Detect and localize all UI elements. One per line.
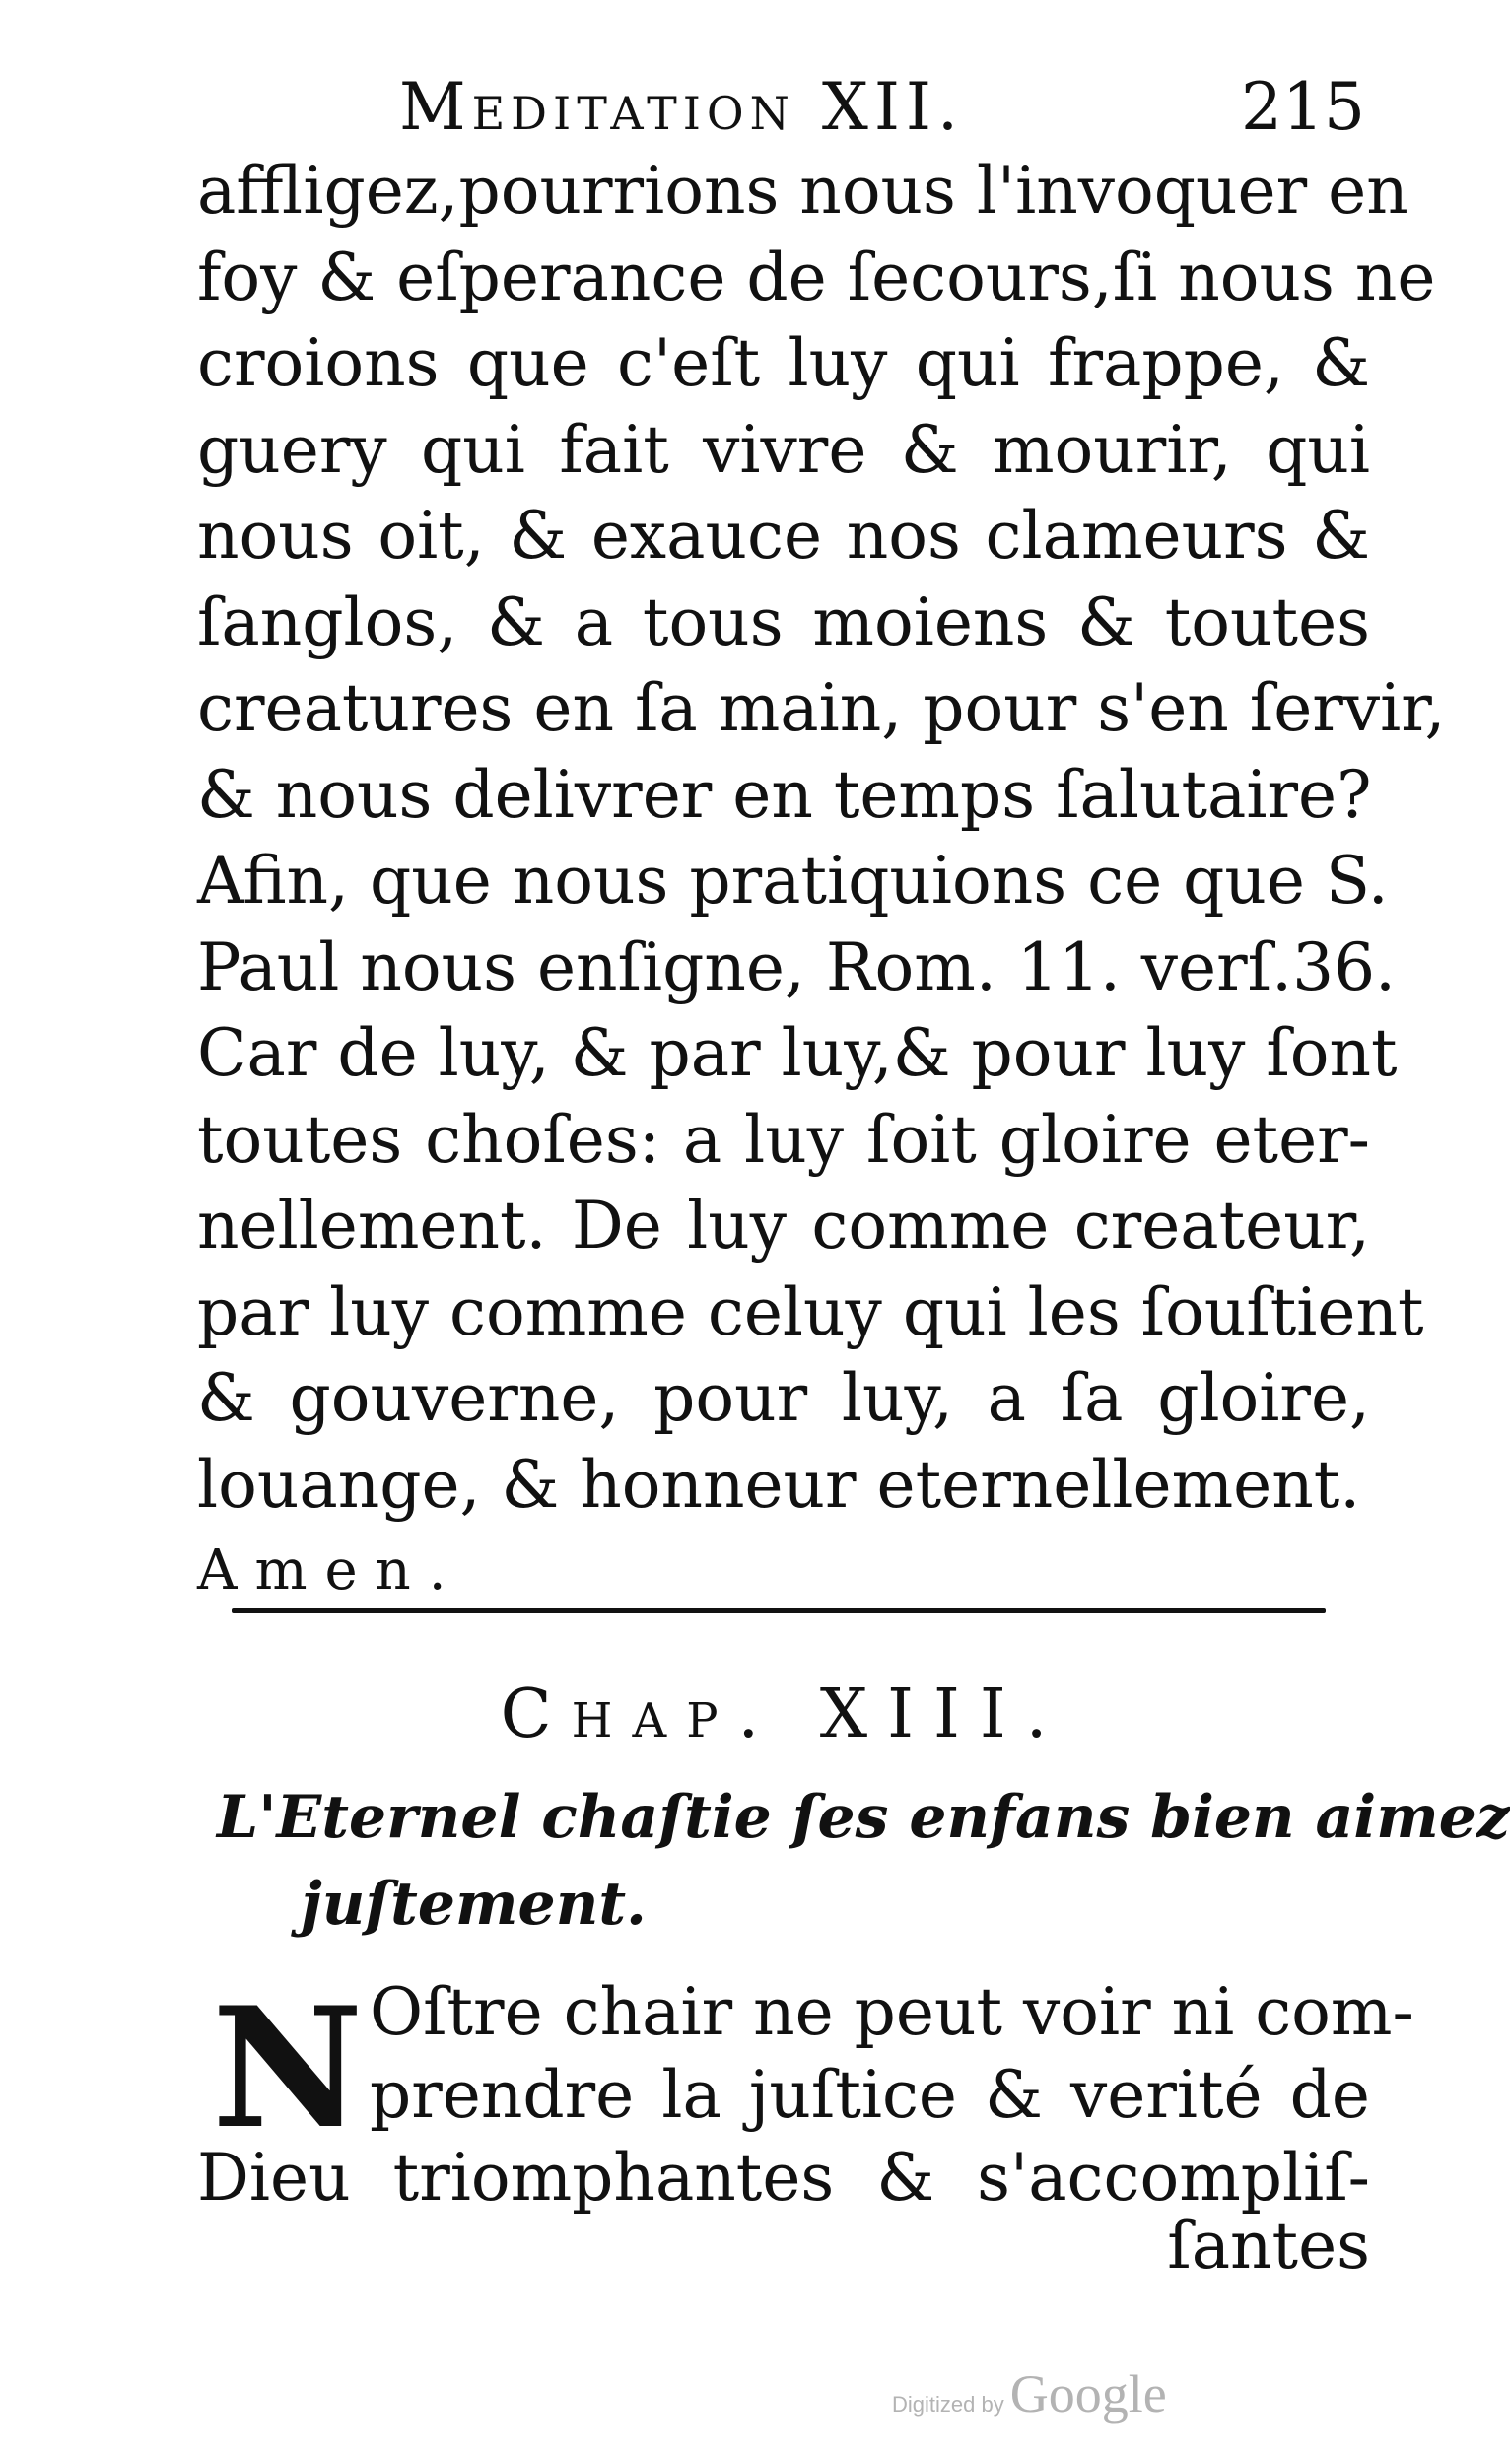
text-line: & nous delivrer en temps ſalutaire? <box>197 756 1372 833</box>
drop-cap: N <box>212 1970 364 2165</box>
text-line: Paul nous enſigne, Rom. 11. verſ.36. <box>197 928 1397 1005</box>
catchword: ſantes <box>1167 2208 1370 2284</box>
running-head: Meditation XII. <box>399 69 964 145</box>
digitized-watermark <box>892 2363 1167 2425</box>
chapter-paragraph <box>197 1970 1414 2220</box>
text-line: par luy comme celuy qui les ſouſtient <box>197 1273 1424 1350</box>
text-line: creatures en ſa main, pour s'en ſervir, <box>197 670 1446 746</box>
summary-line: juſtement. <box>301 1870 647 1939</box>
text-line: Afin, que nous pratiquions ce que S. <box>197 843 1389 919</box>
text-line: toutes choſes: a luy ſoit gloire eter- <box>197 1101 1370 1178</box>
text-line: croions que c'eſt luy qui frappe, & <box>197 325 1370 401</box>
text-line: foy & eſperance de ſecours,ſi nous ne <box>197 239 1436 315</box>
amen-closing: Amen. <box>197 1539 464 1603</box>
section-divider-rule <box>232 1608 1326 1613</box>
text-line: guery qui fait vivre & mourir, qui <box>197 411 1370 488</box>
chapter-summary <box>217 1774 1510 1948</box>
paragraph-line: Dieu triomphantes & s'accompliſ- <box>197 2140 1370 2216</box>
text-line: & gouverne, pour luy, a ſa gloire, <box>197 1360 1370 1436</box>
text-line: ſanglos, & a tous moiens & toutes <box>197 583 1370 660</box>
watermark-brand: Google <box>1009 2364 1167 2424</box>
paragraph-line: Oſtre chair ne peut voir ni com- <box>370 1974 1414 2050</box>
text-line: Car de luy, & par luy,& pour luy ſont <box>197 1015 1398 1091</box>
meditation-text <box>197 148 1446 1614</box>
text-line: nous oit, & exauce nos clameurs & <box>197 498 1370 574</box>
text-line: affligez,pourrions nous l'invoquer en <box>197 153 1408 229</box>
watermark-prefix: Digitized by <box>892 2392 1004 2417</box>
page-header <box>399 69 1365 158</box>
page-number: 215 <box>1241 69 1365 145</box>
summary-line: L'Eternel chaſtie ſes enfans bien aimez <box>217 1783 1510 1852</box>
chapter-heading: Chap. XIII. <box>500 1676 1067 1753</box>
text-line: louange, & honneur eternellement. <box>197 1446 1361 1523</box>
paragraph-line: prendre la juſtice & verité de <box>370 2057 1370 2133</box>
text-line: nellement. De luy comme createur, <box>197 1188 1370 1264</box>
